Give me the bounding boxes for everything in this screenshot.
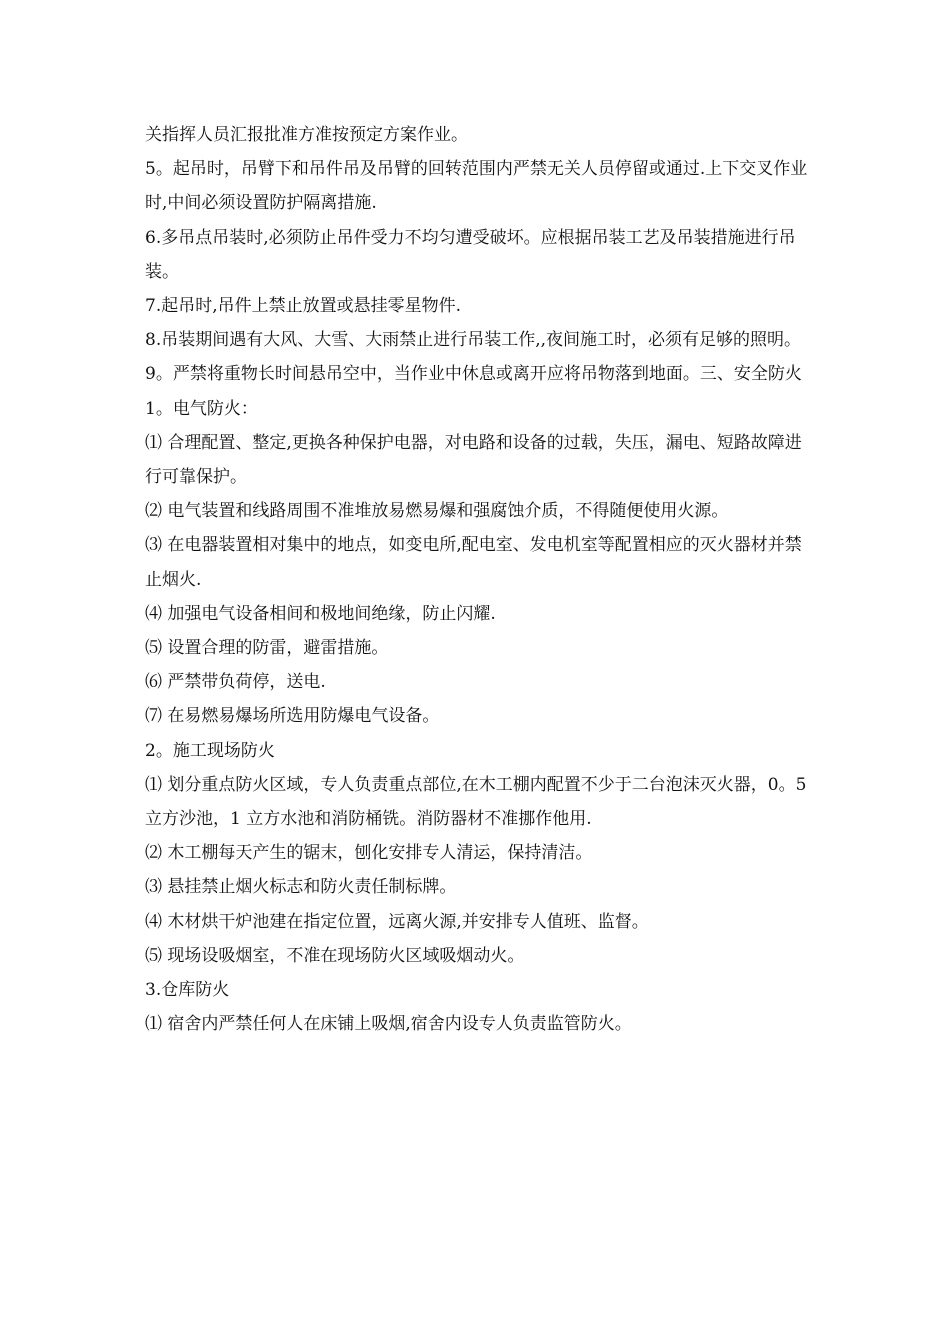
list-item: ⑴ 划分重点防火区域，专人负责重点部位,在木工棚内配置不少于二台泡沫灭火器，0。5 立方沙池，1 立方水池和消防桶铣。消防器材不准挪作他用.: [145, 774, 807, 830]
list-item: ⑶ 悬挂禁止烟火标志和防火责任制标牌。: [145, 877, 457, 898]
paragraph-item-9: 9。严禁将重物长时间悬吊空中，当作业中休息或离开应将吊物落到地面。三、安全防火: [145, 364, 802, 385]
list-item: ⑸ 现场设吸烟室，不准在现场防火区域吸烟动火。: [145, 945, 525, 966]
section-heading-electrical-fire: 1。电气防火：: [145, 398, 258, 419]
paragraph-continuation: 关指挥人员汇报批准方准按预定方案作业。: [145, 125, 468, 145]
paragraph-item-6: 6.多吊点吊装时,必须防止吊件受力不均匀遭受破坏。应根据吊装工艺及吊装措施进行吊装。: [145, 227, 796, 282]
list-item: ⑶ 在电器装置相对集中的地点，如变电所,配电室、发电机室等配置相应的灭火器材并禁止烟火.: [145, 535, 802, 590]
list-item: ⑷ 木材烘干炉池建在指定位置，远离火源,并安排专人值班、监督。: [145, 911, 649, 932]
list-item: ⑵ 电气装置和线路周围不准堆放易燃易爆和强腐蚀介质，不得随便使用火源。: [145, 501, 729, 522]
list-item: ⑷ 加强电气设备相间和极地间绝缘，防止闪耀.: [145, 603, 496, 624]
section-heading-site-fire: 2。施工现场防火: [145, 740, 275, 761]
list-item: ⑺ 在易燃易爆场所选用防爆电气设备。: [145, 706, 440, 727]
list-item: ⑴ 宿舍内严禁任何人在床铺上吸烟,宿舍内设专人负责监管防火。: [145, 1014, 632, 1035]
list-item: ⑴ 合理配置、整定,更换各种保护电器，对电路和设备的过载，失压，漏电、短路故障进行可靠保护。: [145, 432, 802, 488]
list-item: ⑹ 严禁带负荷停，送电.: [145, 672, 326, 693]
paragraph-item-8: 8.吊装期间遇有大风、大雪、大雨禁止进行吊装工作,,夜间施工时，必须有足够的照明。: [145, 330, 802, 351]
list-item: ⑵ 木工棚每天产生的锯末，刨化安排专人清运，保持清洁。: [145, 843, 593, 864]
paragraph-item-7: 7.起吊时,吊件上禁止放置或悬挂零星物件.: [145, 296, 462, 317]
section-heading-warehouse-fire: 3.仓库防火: [145, 980, 230, 1001]
paragraph-item-5: 5。起吊时，吊臂下和吊件吊及吊臂的回转范围内严禁无关人员停留或通过.上下交叉作业时,中间必须设置防护隔离措施.: [145, 159, 808, 214]
list-item: ⑸ 设置合理的防雷，避雷措施。: [145, 638, 389, 659]
document-body: [145, 118, 813, 1041]
